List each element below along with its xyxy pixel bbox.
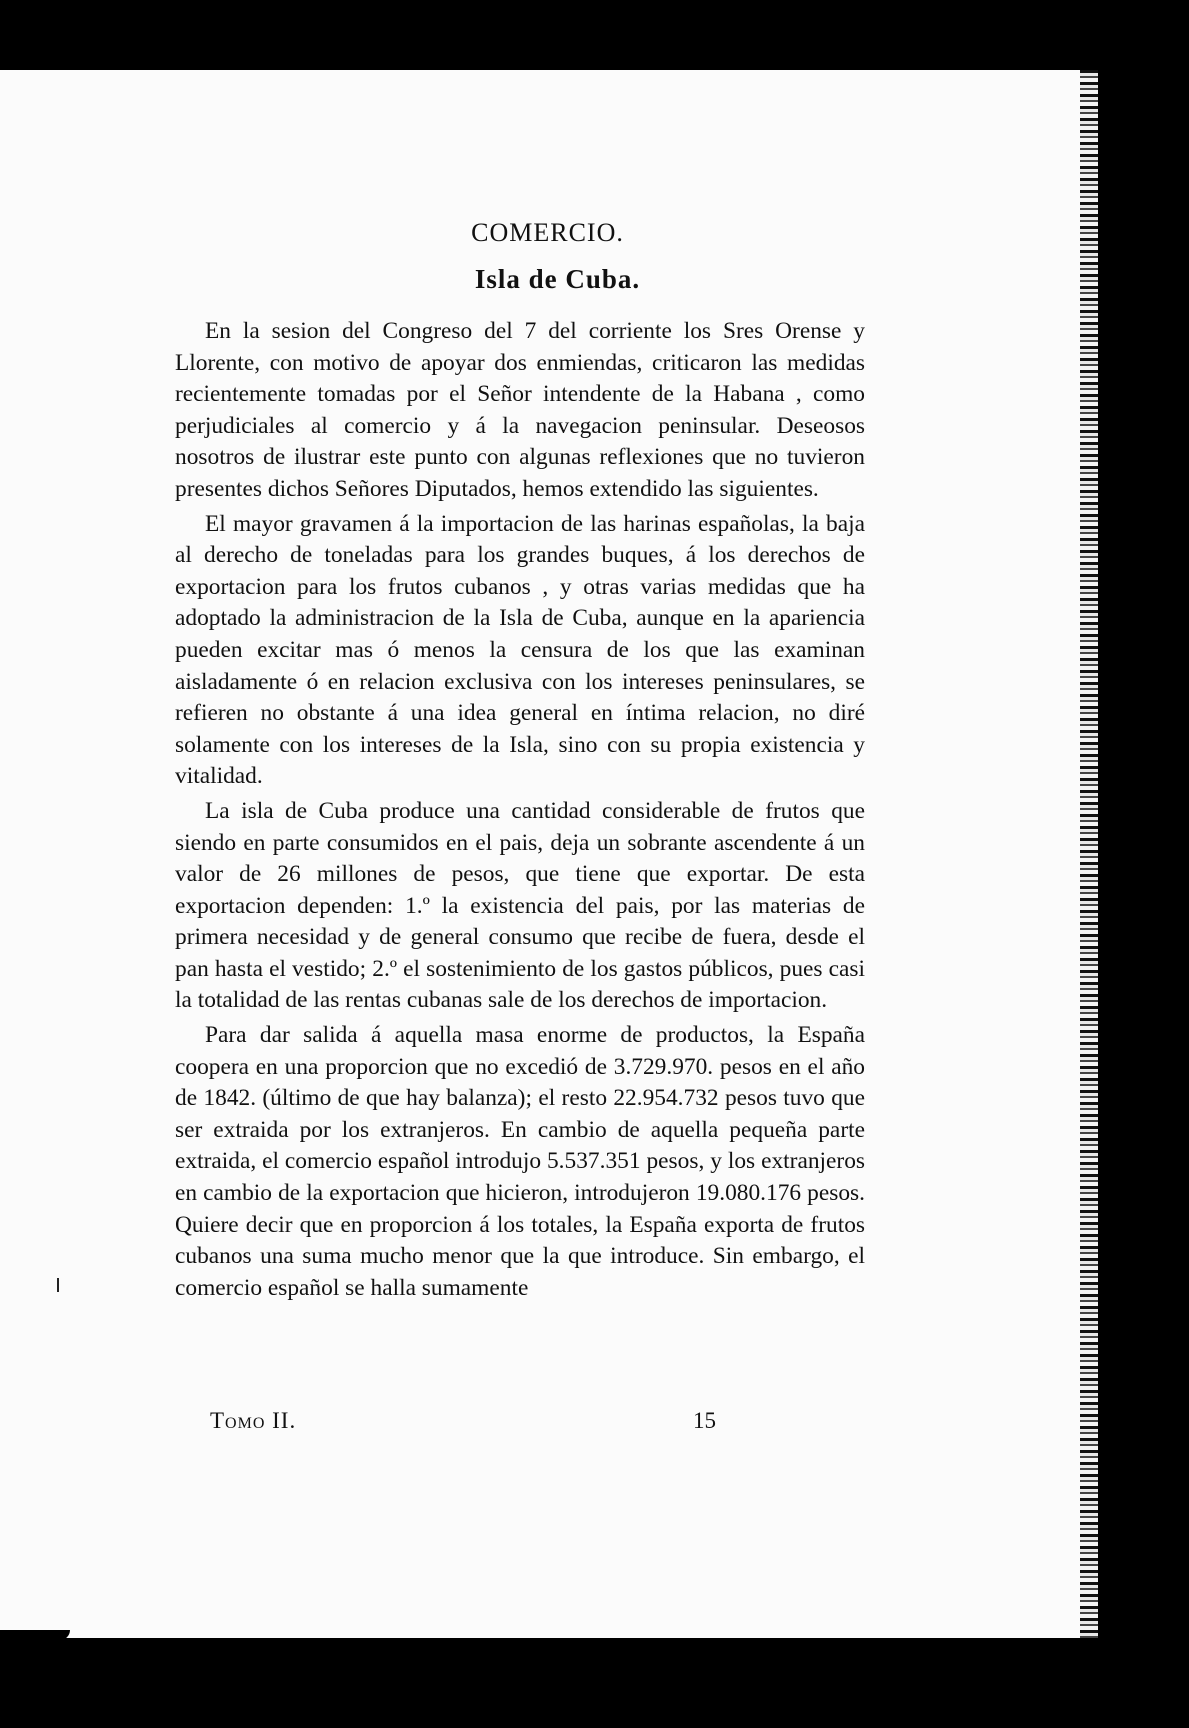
signature-mark: 15 xyxy=(693,1408,716,1433)
paragraph-2: El mayor gravamen á la importacion de las harinas españolas, la baja al derecho de toneladas para los grandes buques, á los derechos de exportacion para los frutos cubanos , y otras varias medidas que ha adoptado la administracion de la Isla de Cuba, aunque en la apariencia pueden excitar mas ó menos la censura de los que las examinan aisladamente ó en relacion exclusiva con los intereses peninsulares, se refieren no obstante á una idea general en íntima relacion, no diré solamente con los intereses de la Isla, sino con su propia existencia y vitalidad. xyxy=(175,510,865,790)
article-body xyxy=(175,316,865,1304)
paragraph-3: La isla de Cuba produce una cantidad considerable de frutos que siendo en parte consumidos en el pais, deja un sobrante ascendente á un valor de 26 millones de pesos, que tiene que exportar. De esta exportacion dependen: 1.º la existencia del pais, por las materias de primera necesidad y de general consumo que recibe de fuera, desde el pan hasta el vestido; 2.º el sostenimiento de los gastos públicos, pues casi la totalidad de las rentas cubanas sale de los derechos de importacion. xyxy=(175,797,865,1014)
paragraph-1: En la sesion del Congreso del 7 del corriente los Sres Orense y Llorente, con motivo de apoyar dos enmiendas, criticaron las medidas recientemente tomadas por el Señor intendente de la Habana , como perjudiciales al comercio y á la navegacion peninsular. Deseosos nosotros de ilustrar este punto con algunas reflexiones que no tuvieron presentes dichos Señores Diputados, hemos extendido las siguientes. xyxy=(175,318,865,502)
margin-mark xyxy=(57,1278,59,1292)
scan-smudge xyxy=(0,1630,70,1640)
section-heading: COMERCIO. xyxy=(471,218,624,247)
article-title: Isla de Cuba. xyxy=(474,264,641,294)
scan-background xyxy=(1098,70,1189,1638)
paragraph-4: Para dar salida á aquella masa enorme de productos, la España coopera en una proporcion que no excedió de 3.729.970. pesos en el año de 1842. (último de que hay balanza); el resto 22.954.732 pesos tuvo que ser extraida por los extranjeros. En cambio de aquella pequeña parte extraida, el comercio español introdujo 5.537.351 pesos, y los extranjeros en cambio de la exportacion que hicieron, introdujeron 19.080.176 pesos. Quiere decir que en proporcion á los totales, la España exporta de frutos cubanos una suma mucho menor que la que introduce. Sin embargo, el comercio español se halla sumamente xyxy=(175,1022,865,1301)
volume-label: Tomo II. xyxy=(210,1408,297,1433)
page-edge-scan-artifact xyxy=(1080,70,1098,1638)
